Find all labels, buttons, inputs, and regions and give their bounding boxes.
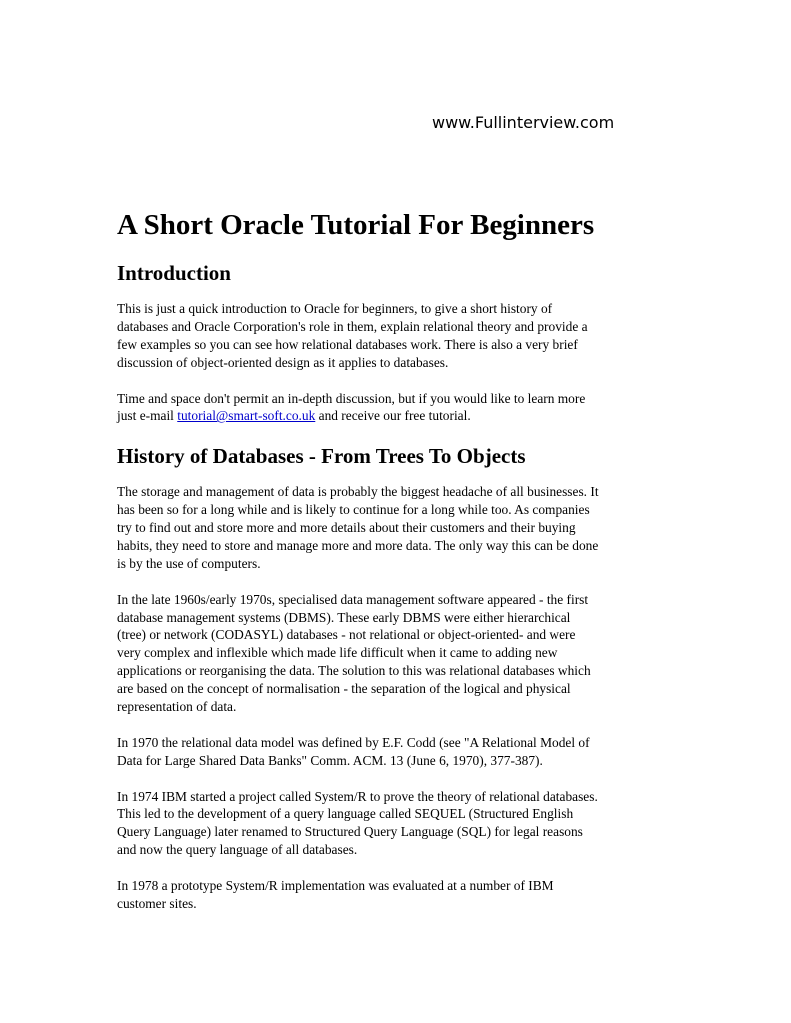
text-line: few examples so you can see how relational databases work. There is also a very brief xyxy=(117,336,578,352)
text-line: Data for Large Shared Data Banks" Comm. ACM. 13 (June 6, 1970), 377-387). xyxy=(117,752,543,768)
text-line: In 1978 a prototype System/R implementation was evaluated at a number of IBM xyxy=(117,878,554,894)
text-line: Query Language) later renamed to Structured Query Language (SQL) for legal reasons xyxy=(117,824,583,840)
text-line: representation of data. xyxy=(117,699,237,715)
text-line: Time and space don't permit an in-depth discussion, but if you would like to learn more xyxy=(117,390,586,406)
text-line: In the late 1960s/early 1970s, specialised data management software appeared - the first xyxy=(117,591,589,607)
text-line: are based on the concept of normalisation - the separation of the logical and physical xyxy=(117,681,571,697)
text-line: has been so for a long while and is likely to continue for a long while too. As companies xyxy=(117,502,590,518)
text-line: very complex and inflexible which made life difficult when it came to adding new xyxy=(117,645,558,661)
text-line: (tree) or network (CODASYL) databases - not relational or object-oriented- and were xyxy=(117,627,576,643)
paragraph-history-1 xyxy=(117,483,692,573)
paragraph-intro-2 xyxy=(117,390,692,426)
section-heading-introduction: Introduction xyxy=(117,261,231,285)
text-line: discussion of object-oriented design as it applies to databases. xyxy=(117,354,449,370)
text-fragment: just e-mail xyxy=(117,408,178,424)
text-line: database management systems (DBMS). These early DBMS were either hierarchical xyxy=(117,609,571,625)
text-line: In 1970 the relational data model was defined by E.F. Codd (see "A Relational Model of xyxy=(117,734,590,750)
text-line: In 1974 IBM started a project called System/R to prove the theory of relational databases. xyxy=(117,788,598,804)
email-link[interactable]: tutorial@smart-soft.co.uk xyxy=(177,408,316,424)
text-line: and now the query language of all databases. xyxy=(117,842,358,858)
text-fragment: and receive our free tutorial. xyxy=(315,408,471,424)
text-line: This is just a quick introduction to Oracle for beginners, to give a short history of xyxy=(117,301,553,316)
text-line: databases and Oracle Corporation's role in them, explain relational theory and provide a xyxy=(117,318,588,334)
paragraph-history-4 xyxy=(117,788,692,860)
paragraph-history-5 xyxy=(117,877,692,913)
section-heading-history: History of Databases - From Trees To Objects xyxy=(117,444,526,469)
text-line: customer sites. xyxy=(117,896,197,911)
text-line xyxy=(117,407,692,425)
text-line: is by the use of computers. xyxy=(117,555,261,571)
paragraph-intro-1 xyxy=(117,300,692,372)
text-line: habits, they need to store and manage more and more data. The only way this can be done xyxy=(117,537,599,553)
text-line: The storage and management of data is probably the biggest headache of all businesses. It xyxy=(117,484,599,500)
site-url-header: www.Fullinterview.com xyxy=(432,113,615,132)
document-content xyxy=(117,207,692,931)
paragraph-history-3 xyxy=(117,734,692,770)
document-title: A Short Oracle Tutorial For Beginners xyxy=(117,209,595,241)
text-line: try to find out and store more and more details about their customers and their buying xyxy=(117,520,576,536)
text-line: This led to the development of a query language called SEQUEL (Structured English xyxy=(117,806,574,822)
paragraph-history-2 xyxy=(117,591,692,716)
text-line: applications or reorganising the data. The solution to this was relational databases which xyxy=(117,663,591,679)
